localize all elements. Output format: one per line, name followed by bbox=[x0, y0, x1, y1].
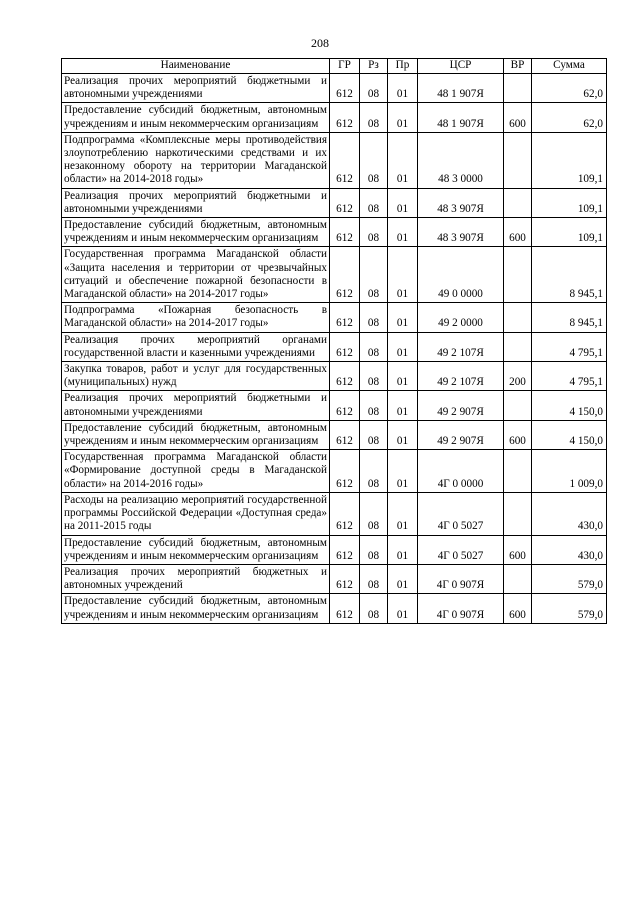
cell-rz: 08 bbox=[360, 391, 388, 420]
cell-vr: 600 bbox=[504, 420, 532, 449]
cell-sum: 4 795,1 bbox=[532, 362, 607, 391]
cell-name: Реализация прочих мероприятий бюджетными и автономными учреждениями bbox=[62, 188, 330, 217]
cell-vr: 200 bbox=[504, 362, 532, 391]
cell-rz: 08 bbox=[360, 450, 388, 493]
cell-gr: 612 bbox=[330, 188, 360, 217]
cell-gr: 612 bbox=[330, 535, 360, 564]
cell-name: Реализация прочих мероприятий органами государственной власти и казенными учреждениями bbox=[62, 332, 330, 361]
cell-sum: 430,0 bbox=[532, 535, 607, 564]
cell-gr: 612 bbox=[330, 303, 360, 332]
cell-gr: 612 bbox=[330, 492, 360, 535]
table-row bbox=[62, 564, 607, 593]
cell-sum: 109,1 bbox=[532, 132, 607, 188]
cell-pr: 01 bbox=[388, 594, 418, 623]
cell-rz: 08 bbox=[360, 535, 388, 564]
cell-vr bbox=[504, 303, 532, 332]
cell-rz: 08 bbox=[360, 247, 388, 303]
cell-vr: 600 bbox=[504, 535, 532, 564]
page-number: 208 bbox=[311, 36, 329, 50]
cell-pr: 01 bbox=[388, 535, 418, 564]
cell-vr bbox=[504, 450, 532, 493]
cell-name: Предоставление субсидий бюджетным, автономным учреждениям и иным некоммерческим организациям bbox=[62, 218, 330, 247]
cell-rz: 08 bbox=[360, 218, 388, 247]
cell-pr: 01 bbox=[388, 218, 418, 247]
cell-rz: 08 bbox=[360, 362, 388, 391]
table-row bbox=[62, 132, 607, 188]
cell-name: Государственная программа Магаданской области «Формирование доступной среды в Магаданской области» на 2014-2016 годы» bbox=[62, 450, 330, 493]
cell-rz: 08 bbox=[360, 332, 388, 361]
table-row bbox=[62, 247, 607, 303]
table-row bbox=[62, 303, 607, 332]
cell-vr bbox=[504, 391, 532, 420]
cell-gr: 612 bbox=[330, 564, 360, 593]
cell-csr: 48 3 0000 bbox=[418, 132, 504, 188]
cell-sum: 4 795,1 bbox=[532, 332, 607, 361]
cell-name: Реализация прочих мероприятий бюджетными и автономными учреждениями bbox=[62, 74, 330, 103]
cell-rz: 08 bbox=[360, 74, 388, 103]
cell-pr: 01 bbox=[388, 103, 418, 132]
cell-sum: 1 009,0 bbox=[532, 450, 607, 493]
table-row bbox=[62, 332, 607, 361]
cell-gr: 612 bbox=[330, 420, 360, 449]
cell-name: Предоставление субсидий бюджетным, автономным учреждениям и иным некоммерческим организациям bbox=[62, 103, 330, 132]
cell-csr: 4Г 0 907Я bbox=[418, 594, 504, 623]
cell-csr: 48 3 907Я bbox=[418, 218, 504, 247]
cell-csr: 49 2 907Я bbox=[418, 391, 504, 420]
cell-rz: 08 bbox=[360, 420, 388, 449]
header-pr: Пр bbox=[388, 59, 418, 74]
cell-pr: 01 bbox=[388, 391, 418, 420]
cell-pr: 01 bbox=[388, 362, 418, 391]
cell-vr bbox=[504, 74, 532, 103]
table-row bbox=[62, 362, 607, 391]
cell-rz: 08 bbox=[360, 303, 388, 332]
header-gr: ГР bbox=[330, 59, 360, 74]
cell-sum: 579,0 bbox=[532, 564, 607, 593]
table-row bbox=[62, 594, 607, 623]
cell-vr bbox=[504, 332, 532, 361]
cell-sum: 4 150,0 bbox=[532, 420, 607, 449]
cell-gr: 612 bbox=[330, 594, 360, 623]
cell-rz: 08 bbox=[360, 594, 388, 623]
header-sum: Сумма bbox=[532, 59, 607, 74]
cell-sum: 8 945,1 bbox=[532, 303, 607, 332]
cell-name: Реализация прочих мероприятий бюджетными и автономными учреждениями bbox=[62, 391, 330, 420]
table-row bbox=[62, 492, 607, 535]
cell-vr bbox=[504, 564, 532, 593]
cell-csr: 49 0 0000 bbox=[418, 247, 504, 303]
cell-csr: 4Г 0 907Я bbox=[418, 564, 504, 593]
cell-rz: 08 bbox=[360, 564, 388, 593]
cell-csr: 4Г 0 5027 bbox=[418, 492, 504, 535]
cell-gr: 612 bbox=[330, 74, 360, 103]
cell-vr bbox=[504, 132, 532, 188]
table-row bbox=[62, 218, 607, 247]
cell-vr bbox=[504, 247, 532, 303]
cell-sum: 8 945,1 bbox=[532, 247, 607, 303]
header-rz: Рз bbox=[360, 59, 388, 74]
cell-pr: 01 bbox=[388, 450, 418, 493]
cell-sum: 4 150,0 bbox=[532, 391, 607, 420]
cell-csr: 49 2 107Я bbox=[418, 362, 504, 391]
cell-name: Государственная программа Магаданской области «Защита населения и территории от чрезвычайных ситуаций и обеспечение пожарной безопасности в Магаданской области» на 2014-2017 годы» bbox=[62, 247, 330, 303]
cell-vr: 600 bbox=[504, 103, 532, 132]
table-row bbox=[62, 103, 607, 132]
header-name: Наименование bbox=[62, 59, 330, 74]
cell-csr: 4Г 0 5027 bbox=[418, 535, 504, 564]
cell-csr: 49 2 0000 bbox=[418, 303, 504, 332]
cell-vr bbox=[504, 188, 532, 217]
cell-name: Расходы на реализацию мероприятий государственной программы Российской Федерации «Доступная среда» на 2011-2015 годы bbox=[62, 492, 330, 535]
cell-sum: 109,1 bbox=[532, 188, 607, 217]
table-row bbox=[62, 74, 607, 103]
cell-vr: 600 bbox=[504, 218, 532, 247]
cell-pr: 01 bbox=[388, 564, 418, 593]
cell-gr: 612 bbox=[330, 332, 360, 361]
cell-rz: 08 bbox=[360, 492, 388, 535]
cell-sum: 62,0 bbox=[532, 103, 607, 132]
cell-rz: 08 bbox=[360, 188, 388, 217]
cell-pr: 01 bbox=[388, 188, 418, 217]
cell-name: Предоставление субсидий бюджетным, автономным учреждениям и иным некоммерческим организациям bbox=[62, 420, 330, 449]
cell-pr: 01 bbox=[388, 247, 418, 303]
cell-pr: 01 bbox=[388, 132, 418, 188]
cell-name: Реализация прочих мероприятий бюджетных и автономных учреждений bbox=[62, 564, 330, 593]
table-row bbox=[62, 450, 607, 493]
cell-sum: 430,0 bbox=[532, 492, 607, 535]
header-csr: ЦСР bbox=[418, 59, 504, 74]
cell-sum: 109,1 bbox=[532, 218, 607, 247]
table-row bbox=[62, 391, 607, 420]
cell-vr bbox=[504, 492, 532, 535]
cell-rz: 08 bbox=[360, 132, 388, 188]
table-row bbox=[62, 535, 607, 564]
cell-name: Закупка товаров, работ и услуг для государственных (муниципальных) нужд bbox=[62, 362, 330, 391]
cell-gr: 612 bbox=[330, 450, 360, 493]
cell-name: Подпрограмма «Комплексные меры противодействия злоупотреблению наркотическими средствами и их незаконному обороту на территории Магаданской области» на 2014-2018 годы» bbox=[62, 132, 330, 188]
cell-csr: 49 2 107Я bbox=[418, 332, 504, 361]
cell-gr: 612 bbox=[330, 362, 360, 391]
cell-rz: 08 bbox=[360, 103, 388, 132]
cell-sum: 579,0 bbox=[532, 594, 607, 623]
table-body bbox=[62, 74, 607, 624]
cell-name: Предоставление субсидий бюджетным, автономным учреждениям и иным некоммерческим организациям bbox=[62, 535, 330, 564]
table-row bbox=[62, 188, 607, 217]
cell-csr: 48 3 907Я bbox=[418, 188, 504, 217]
cell-name: Предоставление субсидий бюджетным, автономным учреждениям и иным некоммерческим организациям bbox=[62, 594, 330, 623]
cell-pr: 01 bbox=[388, 492, 418, 535]
cell-csr: 48 1 907Я bbox=[418, 103, 504, 132]
cell-csr: 48 1 907Я bbox=[418, 74, 504, 103]
cell-gr: 612 bbox=[330, 132, 360, 188]
cell-csr: 49 2 907Я bbox=[418, 420, 504, 449]
cell-pr: 01 bbox=[388, 332, 418, 361]
table-row bbox=[62, 420, 607, 449]
cell-gr: 612 bbox=[330, 247, 360, 303]
cell-vr: 600 bbox=[504, 594, 532, 623]
budget-table bbox=[61, 58, 607, 624]
cell-gr: 612 bbox=[330, 103, 360, 132]
cell-sum: 62,0 bbox=[532, 74, 607, 103]
cell-pr: 01 bbox=[388, 420, 418, 449]
table-header-row bbox=[62, 59, 607, 74]
cell-gr: 612 bbox=[330, 218, 360, 247]
cell-csr: 4Г 0 0000 bbox=[418, 450, 504, 493]
cell-pr: 01 bbox=[388, 74, 418, 103]
cell-gr: 612 bbox=[330, 391, 360, 420]
header-vr: ВР bbox=[504, 59, 532, 74]
cell-pr: 01 bbox=[388, 303, 418, 332]
cell-name: Подпрограмма «Пожарная безопасность в Магаданской области» на 2014-2017 годы» bbox=[62, 303, 330, 332]
